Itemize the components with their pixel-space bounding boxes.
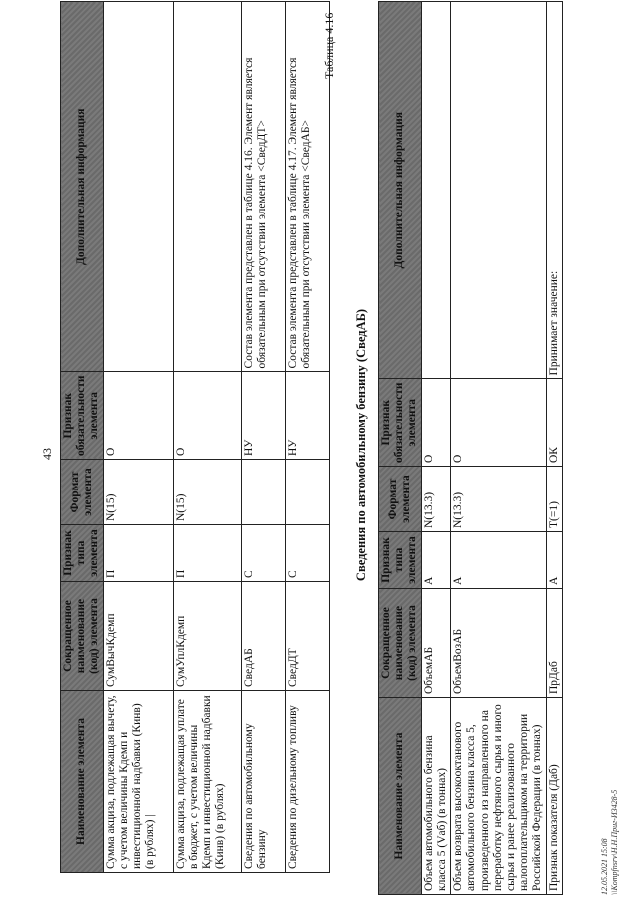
table-cell [421,2,450,379]
table-svedab [378,1,563,895]
table-cell: Состав элемента представлен в таблице 4.16. Элемент является обязательным при отсутствии элемента <СведДТ> [241,2,285,372]
table-row [285,2,329,873]
table-cell: ОК [546,379,562,467]
table-cell: НУ [285,372,329,460]
table-cell: ОбъемАБ [421,589,450,698]
table-row [546,2,562,895]
table-cell [285,460,329,525]
table-row [451,2,547,895]
table-cell [241,460,285,525]
table-cell: С [285,525,329,582]
table-cell: ОбъемВозАБ [451,589,547,698]
header-cell: Признак типа элемента [61,525,104,582]
table-cell: СумВычКдемп [103,582,173,691]
table-cell: N(13.3) [451,467,547,532]
table-continued [60,1,330,873]
stamp-date: 12.05.2021 15:08 [600,838,609,895]
header-cell: Наименование элемента [61,691,104,873]
table-cell: Сведения по дизельному топливу [285,691,329,873]
table-cell: T(=1) [546,467,562,532]
table-cell [173,2,241,372]
table-cell: СведАБ [241,582,285,691]
table-cell [103,2,173,372]
table-header-row [379,2,422,895]
header-cell: Дополнительная информация [61,2,104,372]
table-cell: О [421,379,450,467]
header-cell: Наименование элемента [379,698,422,895]
table-cell: А [546,532,562,589]
header-cell: Признак типа элемента [379,532,422,589]
stamp-path: \\Kompfnsrv\Н.Н.Приг-ИЗ428-5 [609,789,619,895]
table-cell: С [241,525,285,582]
page-number: 43 [40,448,54,460]
table-cell: СведДТ [285,582,329,691]
header-cell: Признак обязательности элемента [61,372,104,460]
table-title: Сведения по автомобильному бензину (СведАБ) [354,308,368,582]
header-cell: Сокращенное наименование (код) элемента [61,582,104,691]
table-cell: N(13.3) [421,467,450,532]
table-cell: N(15) [173,460,241,525]
table-cell: О [451,379,547,467]
table-cell: ПрДаб [546,589,562,698]
table-row [421,2,450,895]
table-cell: НУ [241,372,285,460]
table-cell: Объем автомобильного бензина класса 5 (Vаб) (в тоннах) [421,698,450,895]
header-cell: Формат элемента [379,467,422,532]
header-cell: Признак обязательности элемента [379,379,422,467]
table-cell: Сведения по автомобильному бензину [241,691,285,873]
table-cell: Состав элемента представлен в таблице 4.17. Элемент является обязательным при отсутствии элемента <СведАБ> [285,2,329,372]
table-cell: Сумма акциза, подлежащая вычету, с учетом величины Кдемп и инвестиционной надбавки (Кинв) (в рублях) | [103,691,173,873]
table-cell: А [451,532,547,589]
table-cell: П [173,525,241,582]
table-cell: П [103,525,173,582]
header-cell: Сокращенное наименование (код) элемента [379,589,422,698]
header-cell: Формат элемента [61,460,104,525]
table-label: Таблица 4.16 [322,12,336,79]
print-stamp [600,790,619,895]
table-cell: Объем возврата высокооктанового автомобильного бензина класса 5, произведенного из направленного на переработку нефтяного сырья и иного сырья и ранее реализованного налогоплательщиком на территории Российской Федерации (в тоннах) [451,698,547,895]
table-row [103,2,173,873]
table-cell: О [173,372,241,460]
table-row [241,2,285,873]
table-cell: А [421,532,450,589]
header-cell: Дополнительная информация [379,2,422,379]
table-header-row [61,2,104,873]
table-cell: Сумма акциза, подлежащая уплате в бюджет, с учетом величины Кдемп и инвестиционной надбавки (Кинв) (в рублях) [173,691,241,873]
table-cell: СумУплКдемп [173,582,241,691]
table-cell [451,2,547,379]
table-cell: Признак показателя (Даб) [546,698,562,895]
table-cell: Принимает значение: [546,2,562,379]
table-cell: N(15) [103,460,173,525]
table-row [173,2,241,873]
table-cell: О [103,372,173,460]
